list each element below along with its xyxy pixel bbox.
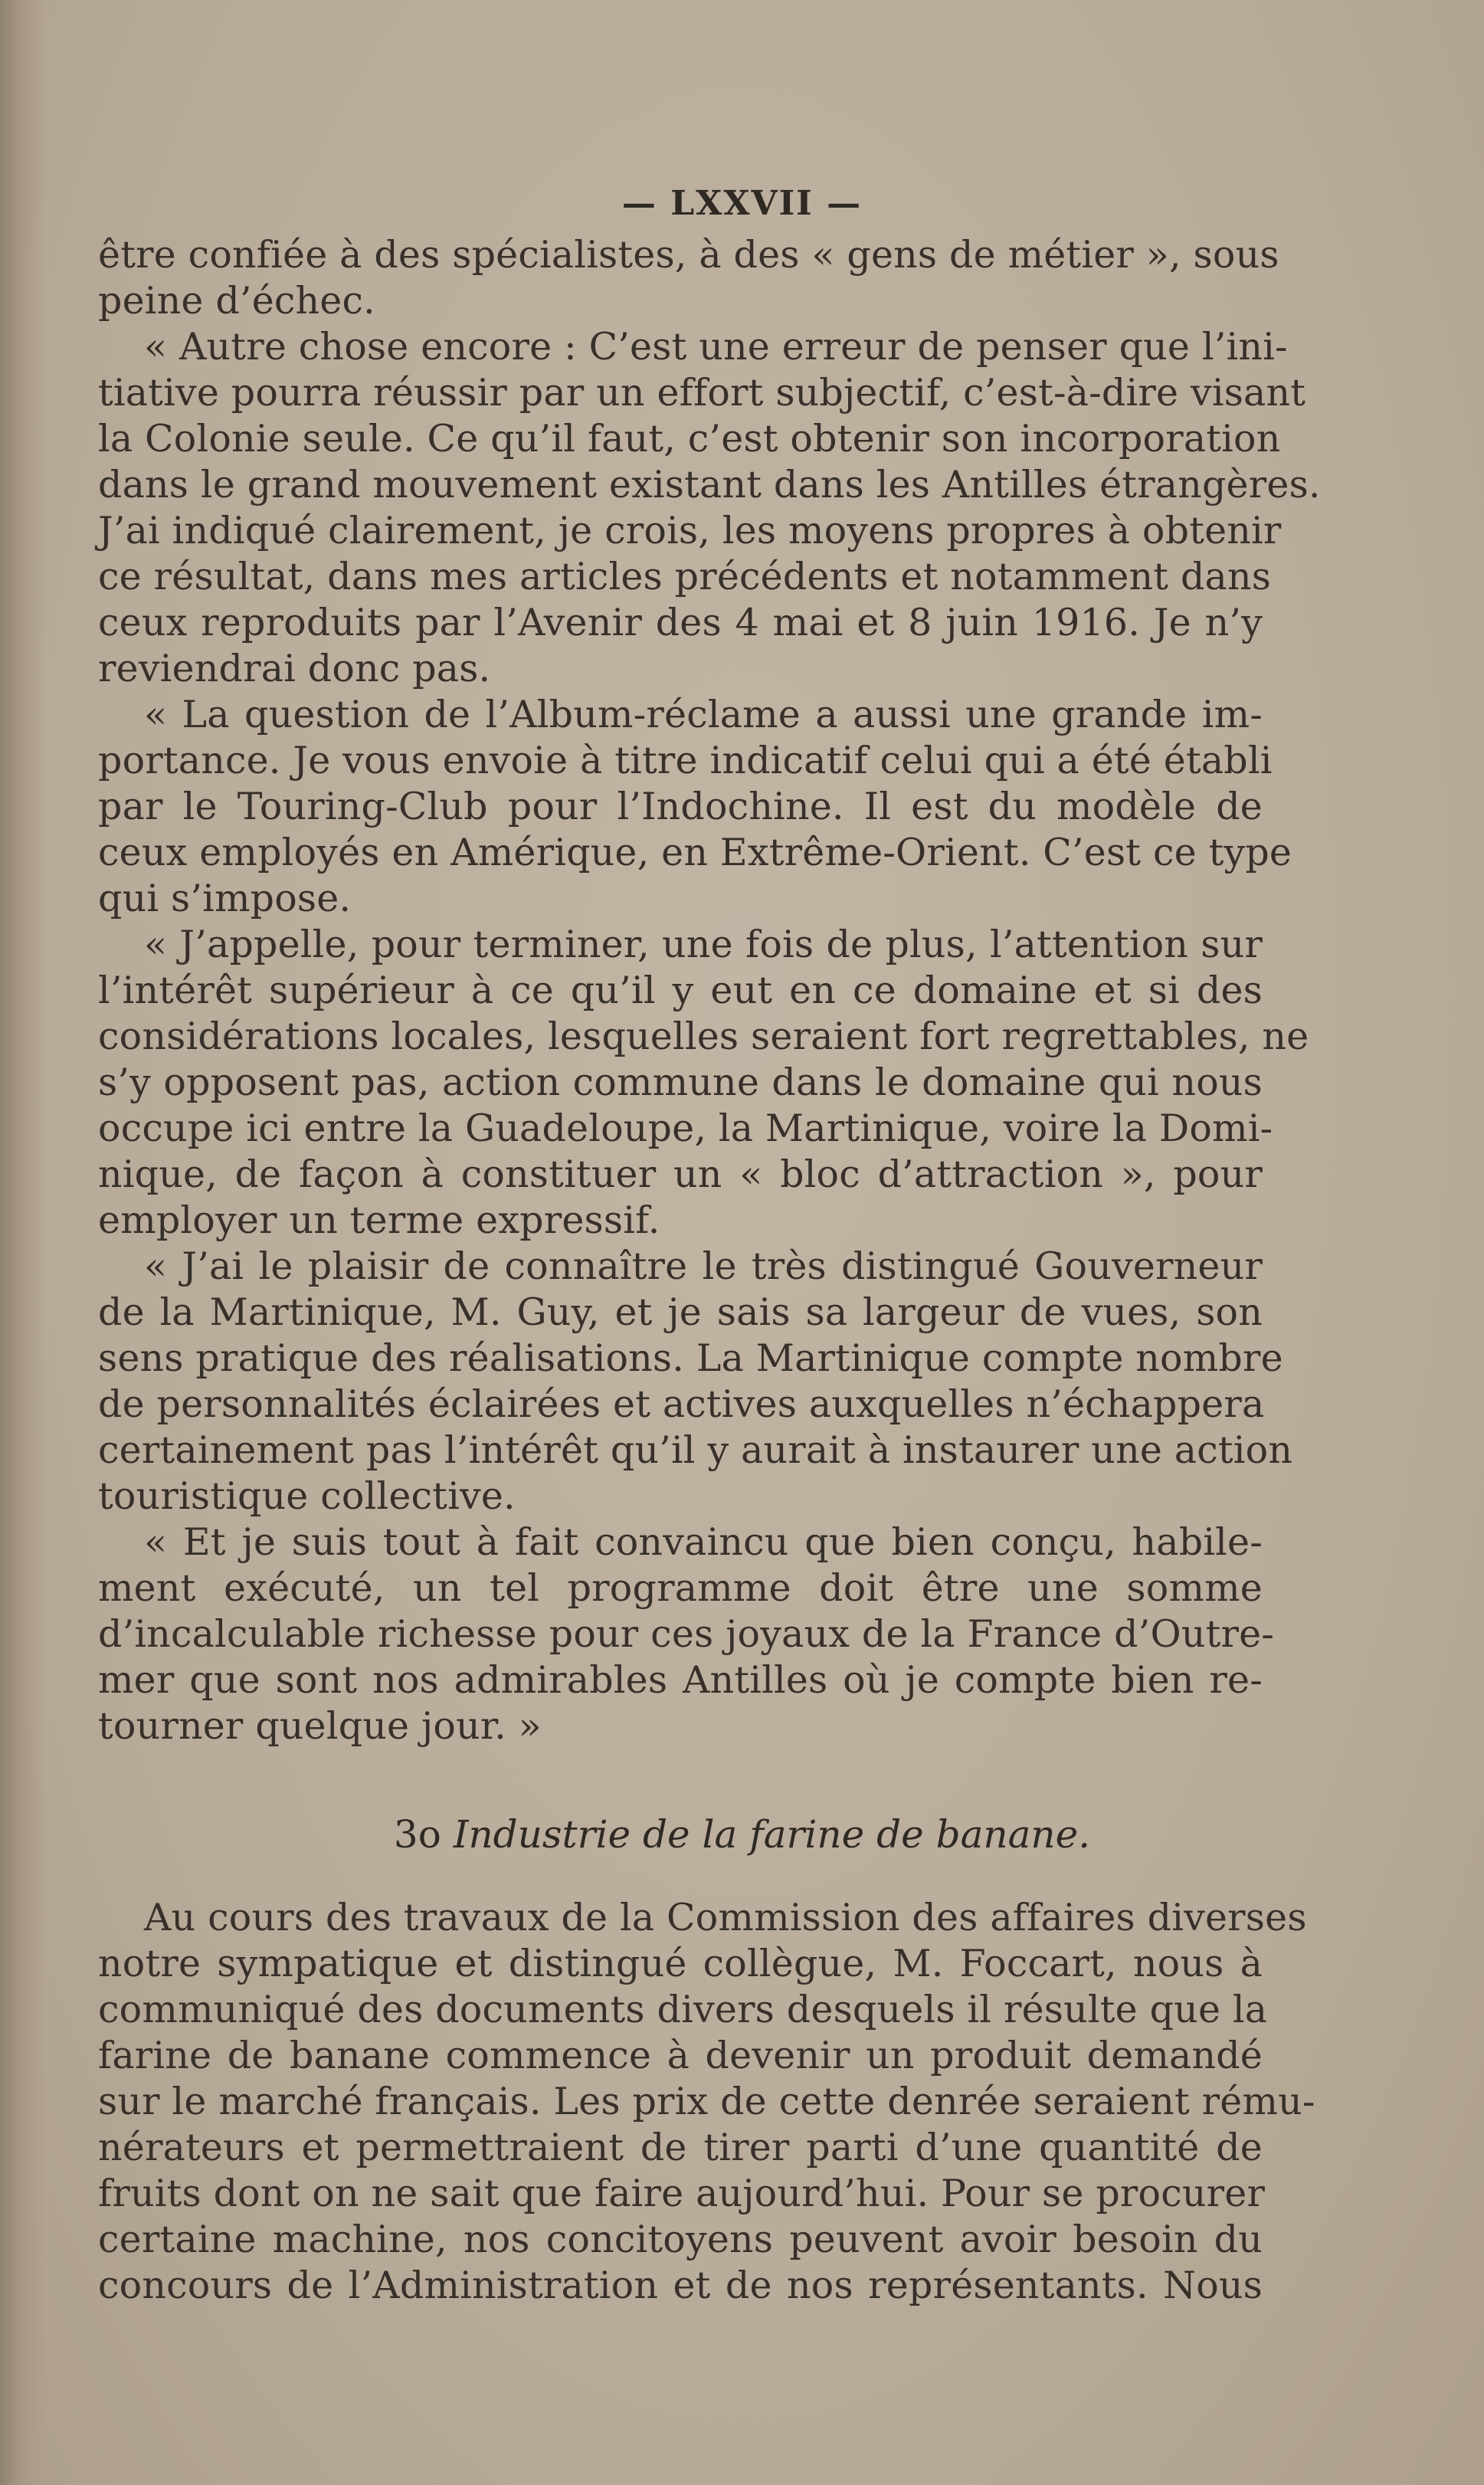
- text-line: « Et je suis tout à fait convaincu que bien conçu, habile-: [144, 1520, 1263, 1564]
- text-line: nique, de façon à constituer un « bloc d’attraction », pour: [98, 1152, 1263, 1196]
- text-line: par le Touring-Club pour l’Indochine. Il est du modèle de: [98, 785, 1263, 828]
- text-line: farine de banane commence à devenir un produit demandé: [98, 2034, 1263, 2077]
- text-line: nérateurs et permettraient de tirer parti d’une quantité de: [98, 2126, 1263, 2169]
- text-line: reviendrai donc pas.: [98, 647, 491, 690]
- text-line: concours de l’Administration et de nos représentants. Nous: [98, 2264, 1263, 2307]
- text-line: être confiée à des spécialistes, à des « gens de métier », sous: [98, 233, 1279, 277]
- text-line: tiative pourra réussir par un effort subjectif, c’est-à-dire visant: [98, 371, 1306, 415]
- text-line: J’ai indiqué clairement, je crois, les moyens propres à obtenir: [98, 509, 1282, 552]
- text-line: dans le grand mouvement existant dans les Antilles étrangères.: [98, 463, 1321, 507]
- text-line: « Autre chose encore : C’est une erreur de penser que l’ini-: [144, 325, 1288, 369]
- text-line: ceux reproduits par l’Avenir des 4 mai et 8 juin 1916. Je n’y: [98, 601, 1263, 644]
- text-line: « La question de l’Album-réclame a aussi une grande im-: [144, 693, 1263, 736]
- text-line: l’intérêt supérieur à ce qu’il y eut en ce domaine et si des: [98, 969, 1263, 1012]
- text-line: occupe ici entre la Guadeloupe, la Martinique, voire la Domi-: [98, 1106, 1273, 1150]
- text-line: d’incalculable richesse pour ces joyaux de la France d’Outre-: [98, 1612, 1275, 1656]
- text-line: « J’appelle, pour terminer, une fois de plus, l’attention sur: [144, 923, 1263, 966]
- text-line: touristique collective.: [98, 1474, 516, 1518]
- text-line: notre sympatique et distingué collègue, M. Foccart, nous à: [98, 1942, 1263, 1985]
- section-title: Industrie de la farine de banane.: [453, 1812, 1091, 1857]
- text-line: de la Martinique, M. Guy, et je sais sa largeur de vues, son: [98, 1290, 1263, 1334]
- text-line: fruits dont on ne sait que faire aujourd’hui. Pour se procurer: [98, 2172, 1266, 2215]
- text-line: tourner quelque jour. »: [98, 1704, 542, 1748]
- text-line: ce résultat, dans mes articles précédents et notamment dans: [98, 555, 1272, 598]
- text-line: Au cours des travaux de la Commission des affaires diverses: [144, 1896, 1307, 1939]
- text-line: sur le marché français. Les prix de cette denrée seraient rému-: [98, 2080, 1315, 2123]
- text-line: portance. Je vous envoie à titre indicatif celui qui a été établi: [98, 739, 1273, 782]
- text-line: s’y opposent pas, action commune dans le domaine qui nous: [98, 1061, 1263, 1104]
- text-line: « J’ai le plaisir de connaître le très distingué Gouverneur: [144, 1244, 1263, 1288]
- text-line: qui s’impose.: [98, 877, 352, 920]
- text-line: ment exécuté, un tel programme doit être une somme: [98, 1566, 1263, 1610]
- section-heading: [0, 1812, 1484, 1857]
- section-number: 3o: [393, 1812, 441, 1857]
- body-text-block-2: [98, 1893, 1315, 2322]
- text-line: ceux employés en Amérique, en Extrême-Orient. C’est ce type: [98, 831, 1292, 874]
- text-line: mer que sont nos admirables Antilles où je compte bien re-: [98, 1658, 1263, 1702]
- text-line: peine d’échec.: [98, 279, 375, 323]
- text-line: certainement pas l’intérêt qu’il y aurait à instaurer une action: [98, 1428, 1293, 1472]
- text-line: employer un terme expressif.: [98, 1198, 660, 1242]
- body-text-block-1: [98, 230, 1321, 1770]
- text-line: de personnalités éclairées et actives auxquelles n’échappera: [98, 1382, 1265, 1426]
- text-line: la Colonie seule. Ce qu’il faut, c’est obtenir son incorporation: [98, 417, 1281, 461]
- text-line: communiqué des documents divers desquels il résulte que la: [98, 1988, 1268, 2031]
- text-line: sens pratique des réalisations. La Martinique compte nombre: [98, 1336, 1283, 1380]
- page-number-header: — LXXVII —: [621, 184, 863, 223]
- text-line: certaine machine, nos concitoyens peuvent avoir besoin du: [98, 2218, 1263, 2261]
- binding-shadow: [0, 0, 46, 2485]
- text-line: considérations locales, lesquelles seraient fort regrettables, ne: [98, 1015, 1309, 1058]
